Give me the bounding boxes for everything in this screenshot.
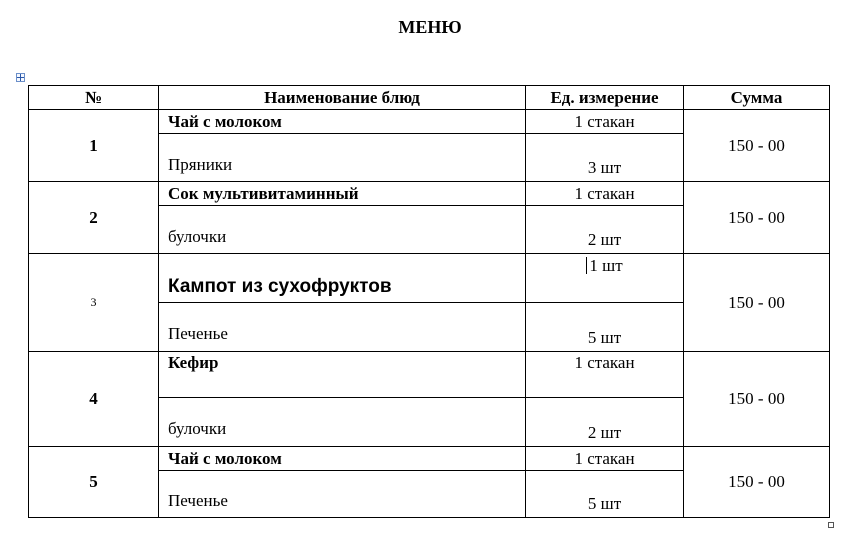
dish-name: Кампот из сухофруктов [159,254,526,303]
dish-unit: 2 шт [526,206,684,254]
table-row [29,110,830,134]
header-unit: Ед. измерение [526,86,684,110]
table-row [29,352,830,398]
header-row [29,86,830,110]
table-row [29,182,830,206]
dish-unit: 1 шт [589,256,623,275]
page-title: МЕНЮ [398,17,462,37]
dish-unit: 1 стакан [526,182,684,206]
dish-name: булочки [159,206,526,254]
dish-unit: 1 стакан [526,110,684,134]
dish-name: Чай с молоком [159,447,526,471]
row-number: 2 [29,182,159,254]
header-name: Наименование блюд [159,86,526,110]
dish-unit: 5 шт [526,471,684,518]
dish-unit: 5 шт [526,303,684,352]
row-sum: 150 - 00 [684,447,830,518]
table-row [29,447,830,471]
row-number: 5 [29,447,159,518]
row-sum: 150 - 00 [684,110,830,182]
row-number: 4 [29,352,159,447]
dish-name: Сок мультивитаминный [159,182,526,206]
dish-name: Печенье [159,471,526,518]
dish-unit: 2 шт [526,398,684,447]
row-sum: 150 - 00 [684,254,830,352]
dish-name: Кефир [159,352,526,398]
row-number: 3 [29,254,159,352]
dish-name: Чай с молоком [159,110,526,134]
header-sum: Сумма [684,86,830,110]
dish-unit: 3 шт [526,134,684,182]
dish-unit-cell[interactable] [526,254,684,303]
dish-unit: 1 стакан [526,352,684,398]
text-cursor [586,257,587,274]
move-arrows-icon [17,74,24,81]
row-sum: 150 - 00 [684,182,830,254]
header-num: № [29,86,159,110]
row-number: 1 [29,110,159,182]
dish-name: Печенье [159,303,526,352]
dish-name: булочки [159,398,526,447]
table-row [29,254,830,303]
dish-unit: 1 стакан [526,447,684,471]
table-resize-handle[interactable] [828,522,834,528]
row-sum: 150 - 00 [684,352,830,447]
dish-name: Пряники [159,134,526,182]
menu-table [28,85,830,518]
table-move-handle[interactable] [16,73,25,82]
